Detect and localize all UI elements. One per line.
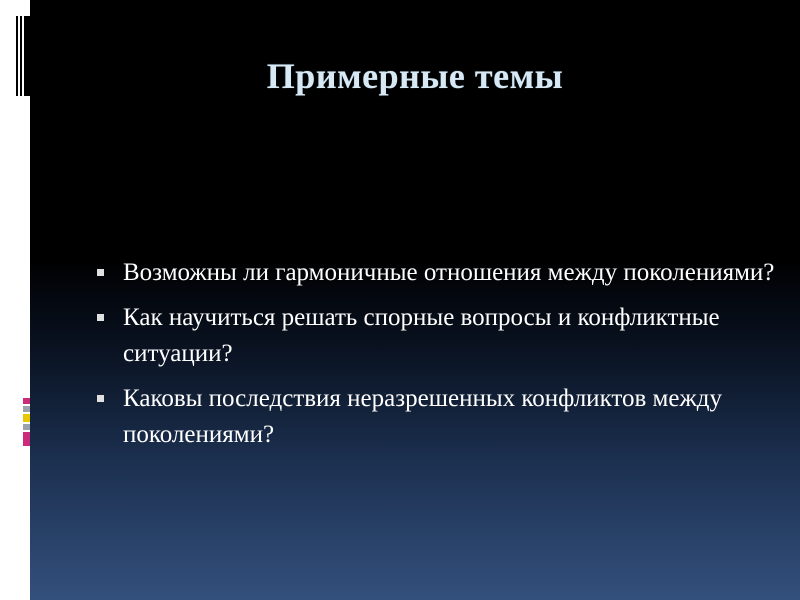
- square-bullet-icon: [97, 269, 104, 276]
- bullet-text: Как научиться решать спорные вопросы и конфликтные ситуации?: [123, 304, 720, 367]
- square-bullet-icon: [97, 395, 104, 402]
- bullet-list: [95, 255, 775, 462]
- bullet-item: [95, 381, 775, 453]
- bullet-text: Каковы последствия неразрешенных конфликтов между поколениями?: [123, 385, 722, 448]
- decorative-vertical-bars: [16, 16, 30, 96]
- square-bullet-icon: [97, 314, 104, 321]
- bullet-text: Возможны ли гармоничные отношения между поколениями?: [123, 259, 775, 286]
- slide-title: Примерные темы: [266, 56, 564, 96]
- bullet-item: [95, 255, 775, 291]
- bullet-item: [95, 300, 775, 372]
- decorative-color-strips: [23, 398, 30, 446]
